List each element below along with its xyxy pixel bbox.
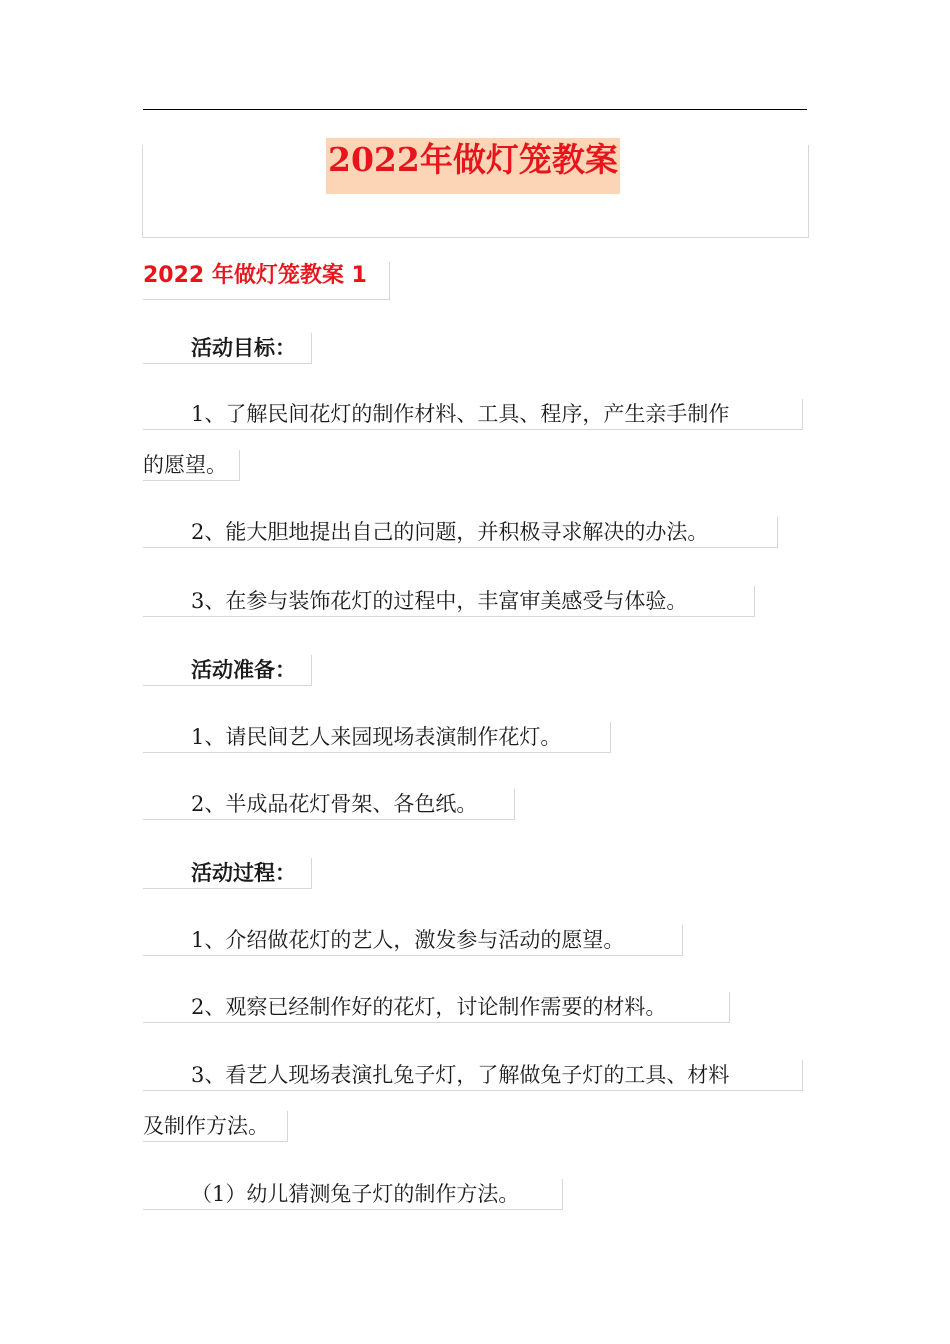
process-2: 2、观察已经制作好的花灯，讨论制作需要的材料。 <box>143 992 730 1023</box>
section-title: 2022 年做灯笼教案 1 <box>143 262 390 300</box>
goal-3: 3、在参与装饰花灯的过程中，丰富审美感受与体验。 <box>143 586 755 617</box>
process-heading: 活动过程： <box>143 858 312 889</box>
process-1: 1、介绍做花灯的艺人，激发参与活动的愿望。 <box>143 925 683 956</box>
process-3-line-1: 3、看艺人现场表演扎兔子灯，了解做兔子灯的工具、材料 <box>143 1060 803 1091</box>
goals-heading: 活动目标： <box>143 333 312 364</box>
process-3-sub-1: （1）幼儿猜测兔子灯的制作方法。 <box>143 1179 563 1210</box>
goal-1-line-1: 1、了解民间花灯的制作材料、工具、程序，产生亲手制作 <box>143 399 803 430</box>
header-rule <box>143 109 807 110</box>
preparation-1: 1、请民间艺人来园现场表演制作花灯。 <box>143 722 611 753</box>
preparation-2: 2、半成品花灯骨架、各色纸。 <box>143 789 515 820</box>
goal-2: 2、能大胆地提出自己的问题，并积极寻求解决的办法。 <box>143 517 778 548</box>
goal-1-line-2: 的愿望。 <box>143 450 240 481</box>
process-3-line-2: 及制作方法。 <box>143 1111 288 1142</box>
preparation-heading: 活动准备： <box>143 655 312 686</box>
document-title: 2022年做灯笼教案 <box>326 138 620 194</box>
